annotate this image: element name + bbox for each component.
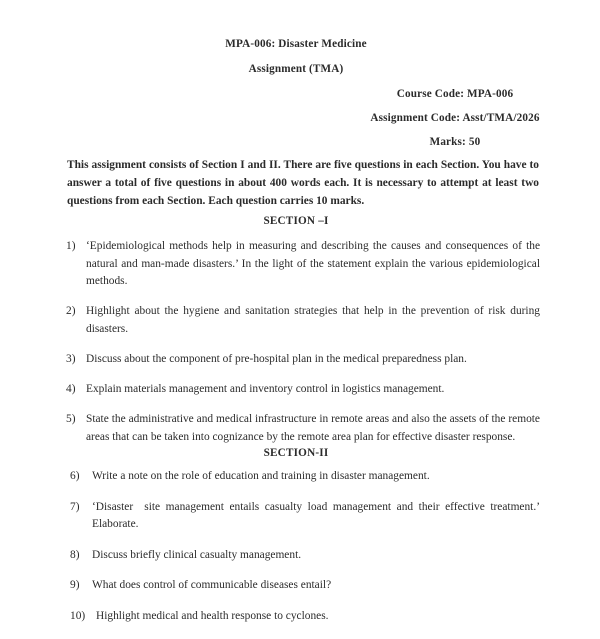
total-marks: Marks: 50 — [429, 136, 481, 148]
question-text: Discuss briefly clinical casualty management. — [92, 548, 302, 561]
question-item — [70, 577, 540, 595]
question-number: 8) — [70, 548, 80, 561]
question-text: ‘Disaster site management entails casualty load management and their effective treatment.’ Elaborate. — [92, 500, 543, 531]
question-item — [66, 411, 543, 446]
question-text: Explain materials management and inventory control in logistics management. — [86, 383, 445, 396]
question-text: Write a note on the role of education and training in disaster management. — [92, 470, 430, 482]
question-item — [70, 468, 540, 486]
section-2-question-list — [70, 468, 543, 639]
question-number: 1) — [66, 240, 76, 252]
question-text: Highlight medical and health response to cyclones. — [96, 609, 329, 622]
question-item — [66, 238, 543, 291]
question-text: Highlight about the hygiene and sanitation strategies that help in the prevention of risk during disasters. — [86, 305, 543, 335]
question-item — [70, 547, 540, 565]
question-text: State the administrative and medical infrastructure in remote areas and also the assets of the remote areas that can be taken into cognizance by the remote area plan for effective disaster response. — [86, 413, 543, 443]
assignment-meta-block — [330, 88, 580, 148]
course-code: Course Code: MPA-006 — [396, 88, 514, 100]
assignment-code: Assignment Code: Asst/TMA/2026 — [370, 112, 540, 124]
question-text: What does control of communicable diseases entail? — [92, 579, 332, 592]
question-number: 2) — [66, 305, 76, 318]
question-text: Discuss about the component of pre-hospital plan in the medical preparedness plan. — [86, 352, 467, 365]
question-text: ‘Epidemiological methods help in measuring and describing the causes and consequences of the natural and man-made disasters.’ In the light of the statement explain the various epidemiological methods. — [86, 240, 543, 288]
document-title: MPA-006: Disaster Medicine — [225, 38, 367, 50]
question-item — [66, 381, 540, 399]
question-number: 7) — [70, 500, 80, 513]
section-2-heading: SECTION-II — [263, 447, 329, 459]
section-1-question-list — [66, 238, 543, 459]
question-item — [66, 351, 540, 369]
question-number: 4) — [66, 383, 76, 396]
section-1-heading: SECTION –I — [263, 215, 329, 227]
question-number: 9) — [70, 579, 80, 592]
document-subtitle: Assignment (TMA) — [248, 63, 344, 75]
question-item — [66, 303, 543, 338]
question-number: 6) — [70, 470, 80, 482]
question-item — [70, 499, 543, 534]
question-item — [70, 608, 540, 626]
question-number: 5) — [66, 413, 76, 426]
question-number: 10) — [70, 609, 86, 622]
assignment-instructions: This assignment consists of Section I and II. There are five questions in each Section. You have to answer a total of five questions in about 400 words each. It is necessary to attempt at least two questions from each Section. Each question carries 10 marks. — [67, 159, 539, 208]
question-number: 3) — [66, 352, 76, 365]
